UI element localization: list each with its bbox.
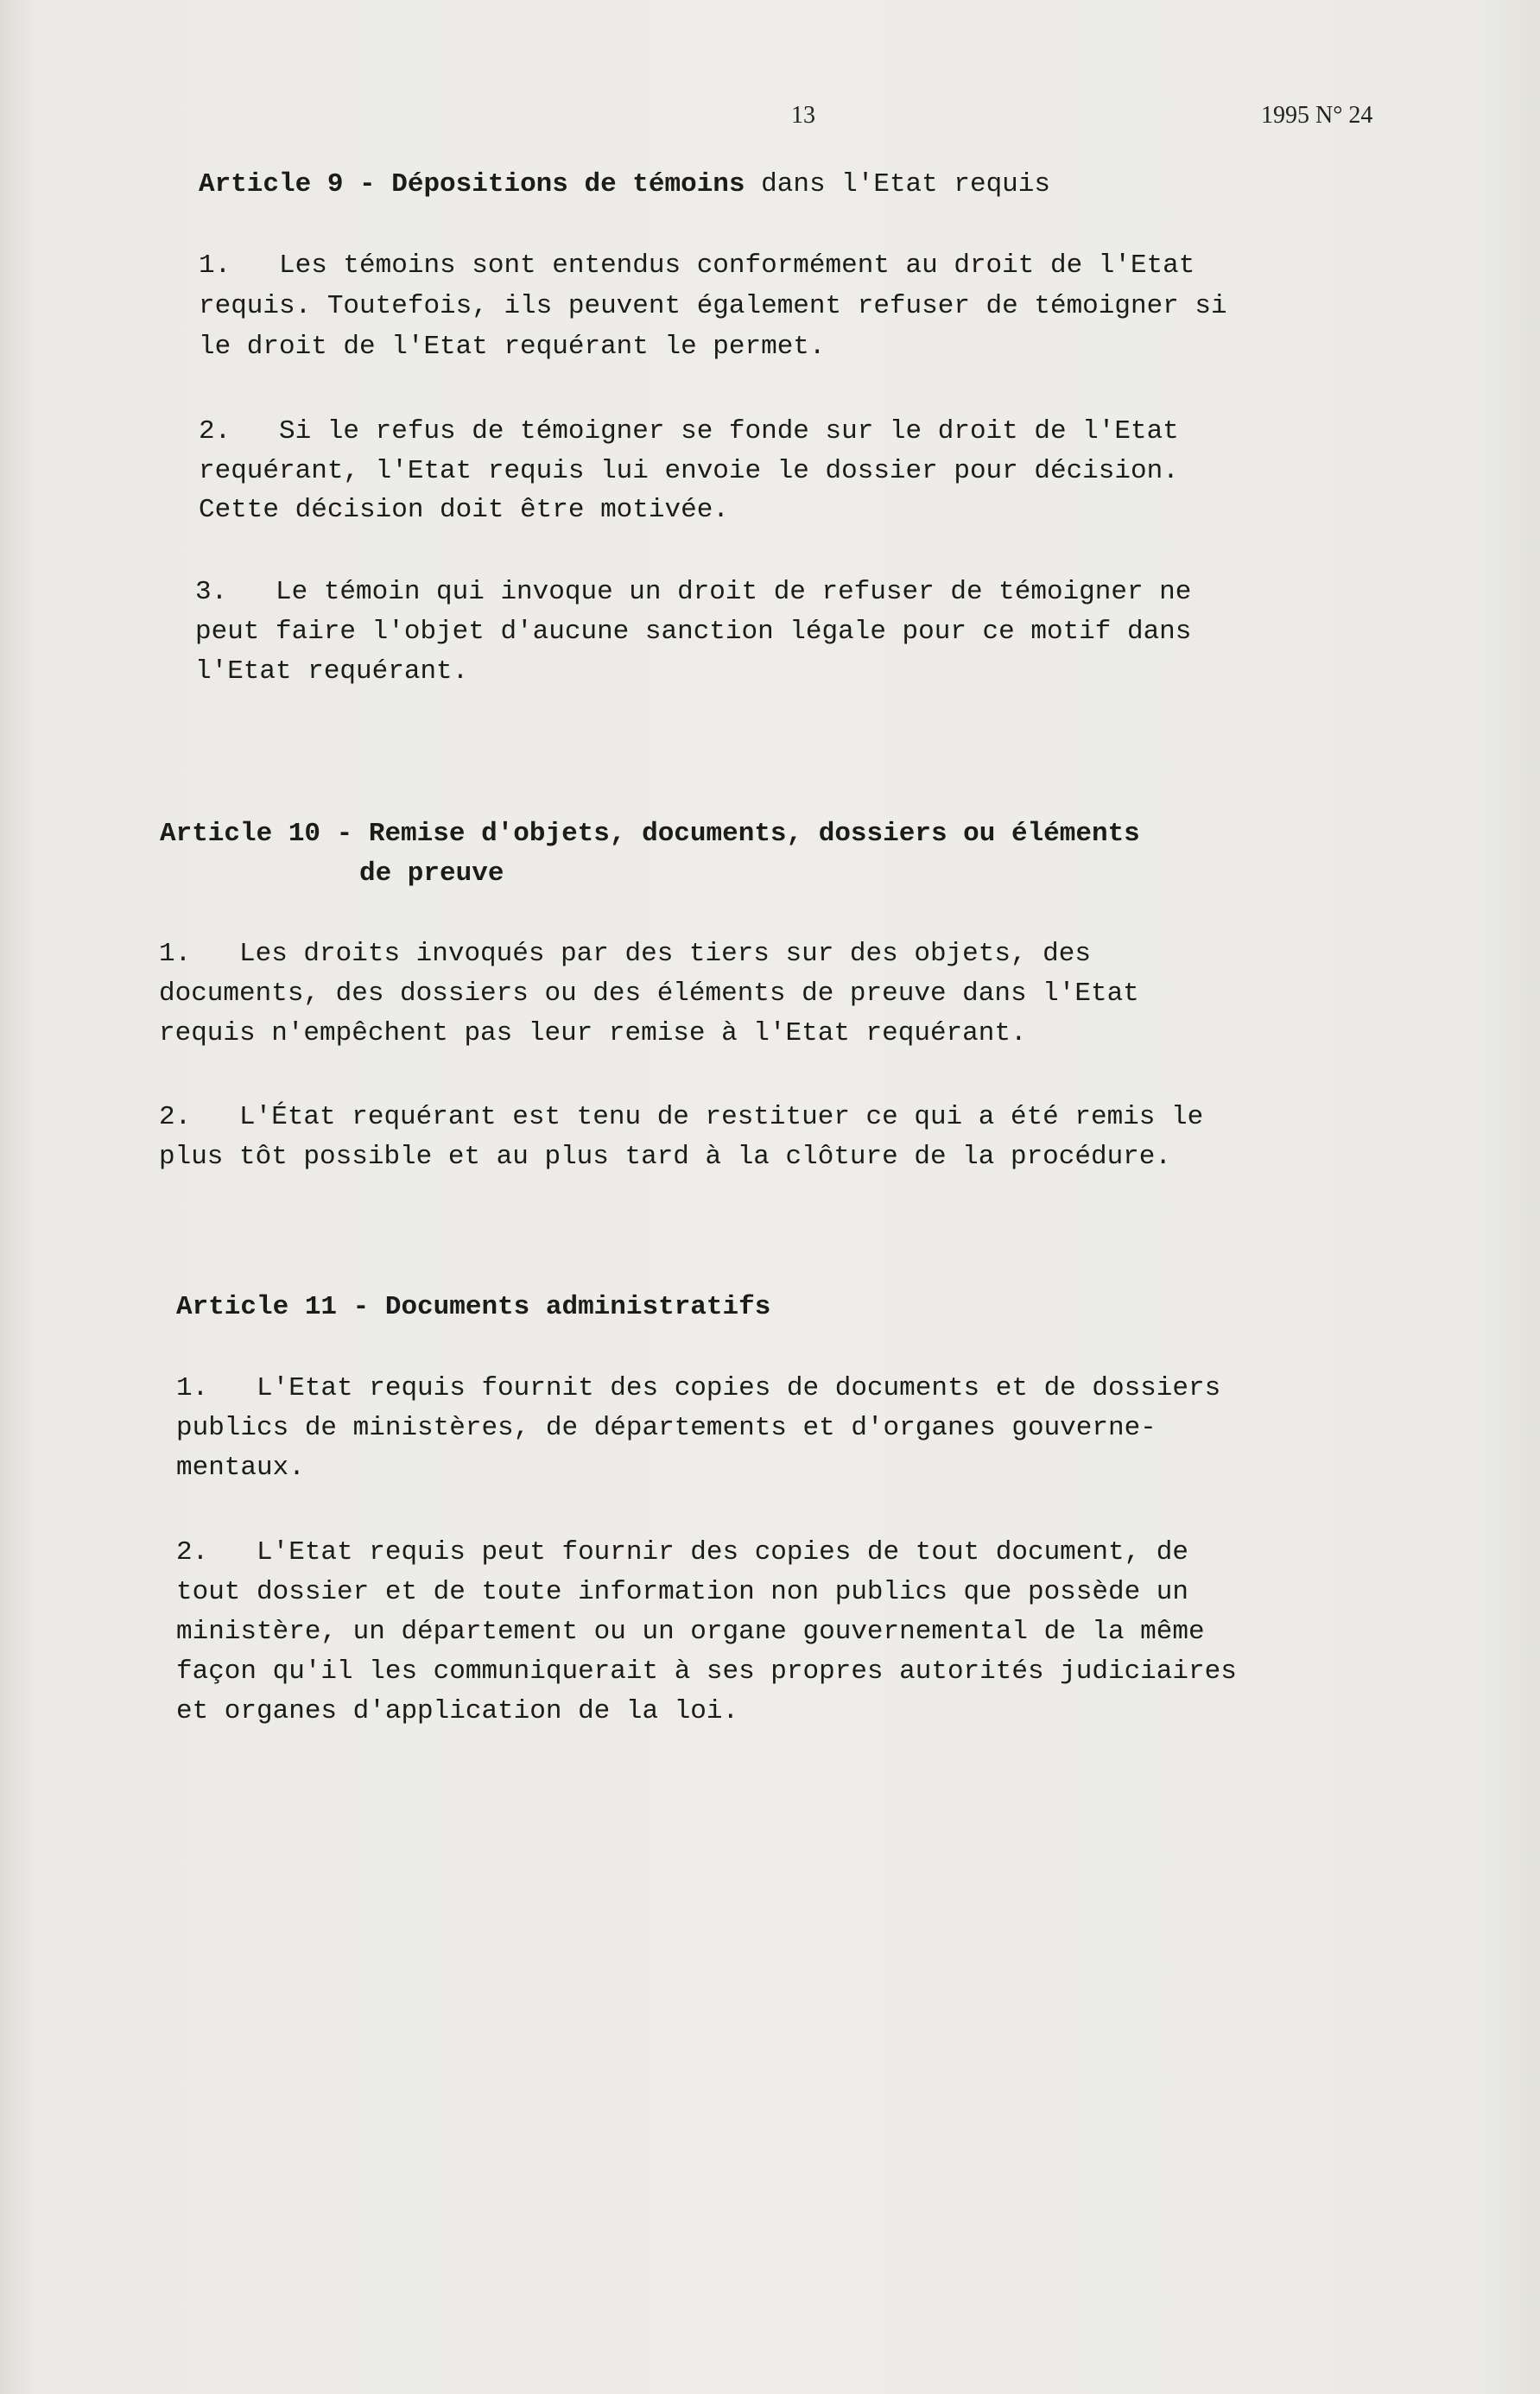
text-line: publics de ministères, de départements et d'organes gouverne-	[176, 1413, 1157, 1443]
text-line: Cette décision doit être motivée.	[199, 495, 729, 525]
text-line: ministère, un département ou un organe gouvernemental de la même	[176, 1617, 1205, 1647]
text-line: et organes d'application de la loi.	[176, 1696, 739, 1726]
article-9-heading	[199, 169, 1050, 200]
text-line: peut faire l'objet d'aucune sanction légale pour ce motif dans	[195, 617, 1192, 647]
article-11-heading: Article 11 - Documents administratifs	[176, 1292, 771, 1322]
text-line: 2. Si le refus de témoigner se fonde sur le droit de l'Etat	[199, 416, 1179, 446]
text-line: l'Etat requérant.	[195, 656, 469, 687]
text-line: 3. Le témoin qui invoque un droit de refuser de témoigner ne	[195, 577, 1192, 607]
text-line: tout dossier et de toute information non publics que possède un	[176, 1577, 1188, 1607]
heading-rest: dans l'Etat requis	[745, 169, 1050, 200]
text-line: 1. Les témoins sont entendus conformément au droit de l'Etat	[199, 250, 1195, 281]
article-10-heading	[160, 819, 1140, 849]
text-line: requis. Toutefois, ils peuvent également refuser de témoigner si	[199, 291, 1227, 321]
text-line: requérant, l'Etat requis lui envoie le dossier pour décision.	[199, 456, 1179, 486]
heading-label: Article 10 -	[160, 819, 369, 849]
text-line: plus tôt possible et au plus tard à la clôture de la procédure.	[159, 1142, 1171, 1172]
heading-label: Article 9 -	[199, 169, 392, 200]
text-line: façon qu'il les communiquerait à ses propres autorités judiciaires	[176, 1656, 1237, 1687]
heading-bold: Remise d'objets, documents, dossiers ou éléments	[368, 819, 1140, 849]
text-line: mentaux.	[176, 1453, 305, 1483]
article-10-heading-continued: de preuve	[359, 858, 504, 889]
text-line: le droit de l'Etat requérant le permet.	[199, 332, 826, 362]
text-line: 1. L'Etat requis fournit des copies de documents et de dossiers	[176, 1373, 1221, 1403]
text-line: requis n'empêchent pas leur remise à l'Etat requérant.	[159, 1018, 1027, 1048]
text-line: documents, des dossiers ou des éléments de preuve dans l'Etat	[159, 978, 1139, 1009]
text-line: 2. L'Etat requis peut fournir des copies de tout document, de	[176, 1537, 1188, 1568]
issue-reference: 1995 N° 24	[1261, 102, 1373, 129]
heading-bold: Dépositions de témoins	[391, 169, 745, 200]
page-number: 13	[791, 102, 815, 129]
text-line: 1. Les droits invoqués par des tiers sur des objets, des	[159, 939, 1091, 969]
text-line: 2. L'État requérant est tenu de restituer ce qui a été remis le	[159, 1102, 1204, 1132]
